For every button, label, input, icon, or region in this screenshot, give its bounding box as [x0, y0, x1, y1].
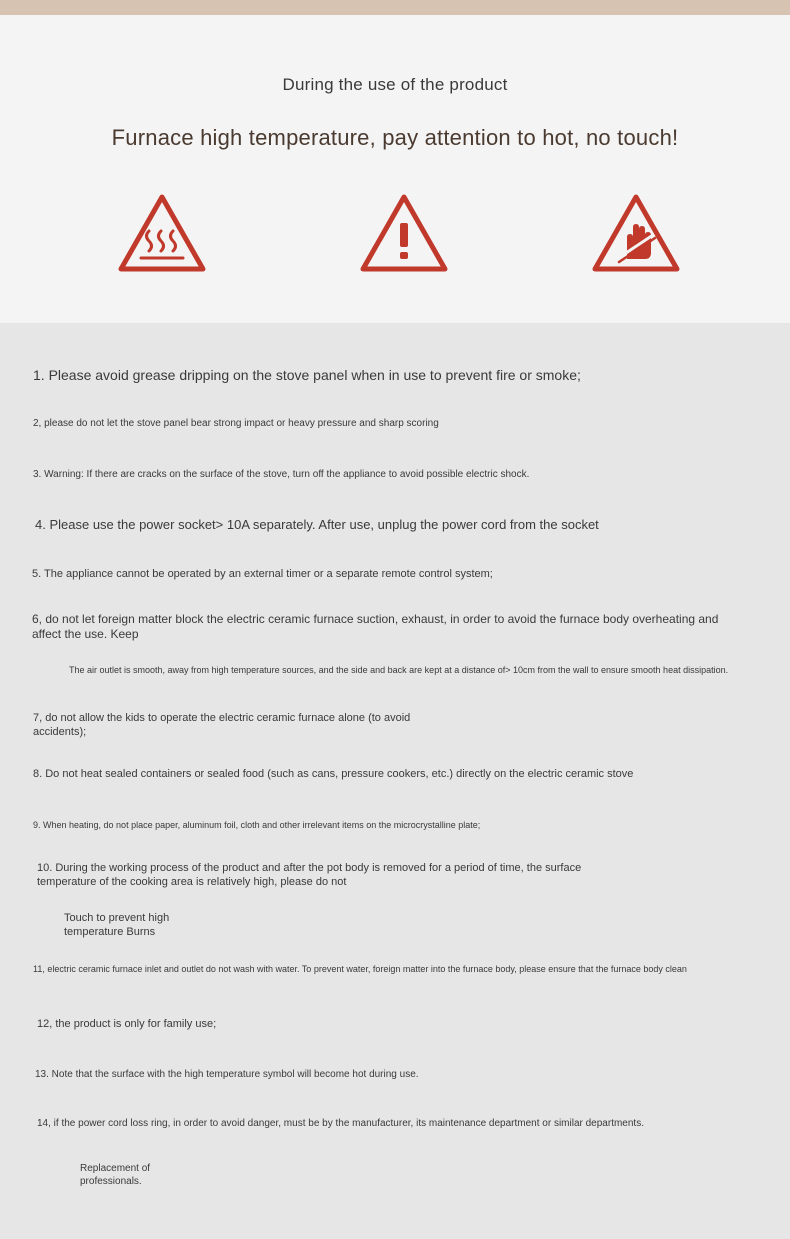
hot-surface-warning-icon [117, 193, 207, 275]
note-13: 13. Note that the surface with the high temperature symbol will become hot during use. [35, 1069, 419, 1080]
note-7: 7, do not allow the kids to operate the electric ceramic furnace alone (to avoid accidents); [33, 712, 411, 738]
note-6: 6, do not let foreign matter block the electric ceramic furnace suction, exhaust, in order to avoid the furnace body overheating and affect the use. Keep [32, 612, 719, 641]
note-5: 5. The appliance cannot be operated by an external timer or a separate remote control system; [32, 568, 493, 580]
top-accent-bar [0, 0, 790, 15]
subtitle: During the use of the product [282, 75, 508, 94]
no-touch-warning-icon [591, 193, 681, 275]
note-8: 8. Do not heat sealed containers or sealed food (such as cans, pressure cookers, etc.) directly on the electric ceramic stove [33, 768, 634, 780]
note-11: 11, electric ceramic furnace inlet and outlet do not wash with water. To prevent water, foreign matter into the furnace body, please ensure that the furnace body clean [33, 964, 687, 974]
headline: Furnace high temperature, pay attention to hot, no touch! [111, 125, 679, 150]
note-1: 1. Please avoid grease dripping on the stove panel when in use to prevent fire or smoke; [33, 367, 581, 383]
note-14-continued: Replacement of professionals. [80, 1163, 151, 1187]
note-9: 9. When heating, do not place paper, aluminum foil, cloth and other irrelevant items on the microcrystalline plate; [33, 820, 481, 830]
note-3: 3. Warning: If there are cracks on the surface of the stove, turn off the appliance to avoid possible electric shock. [33, 469, 530, 480]
note-14: 14, if the power cord loss ring, in order to avoid danger, must be by the manufacturer, its maintenance department or similar departments. [37, 1118, 644, 1129]
note-2: 2, please do not let the stove panel bear strong impact or heavy pressure and sharp scoring [33, 418, 439, 429]
note-4: 4. Please use the power socket> 10A separately. After use, unplug the power cord from the socket [35, 517, 599, 532]
note-12: 12, the product is only for family use; [37, 1018, 217, 1030]
note-10-continued: Touch to prevent high temperature Burns [64, 912, 170, 938]
exclamation-warning-icon [359, 193, 449, 275]
note-10: 10. During the working process of the product and after the pot body is removed for a period of time, the surface temperature of the cooking area is relatively high, please do not [37, 862, 582, 888]
warning-header [0, 15, 790, 323]
note-6-continued: The air outlet is smooth, away from high temperature sources, and the side and back are kept at a distance of> 10cm from the wall to ensure smooth heat dissipation. [69, 665, 729, 675]
